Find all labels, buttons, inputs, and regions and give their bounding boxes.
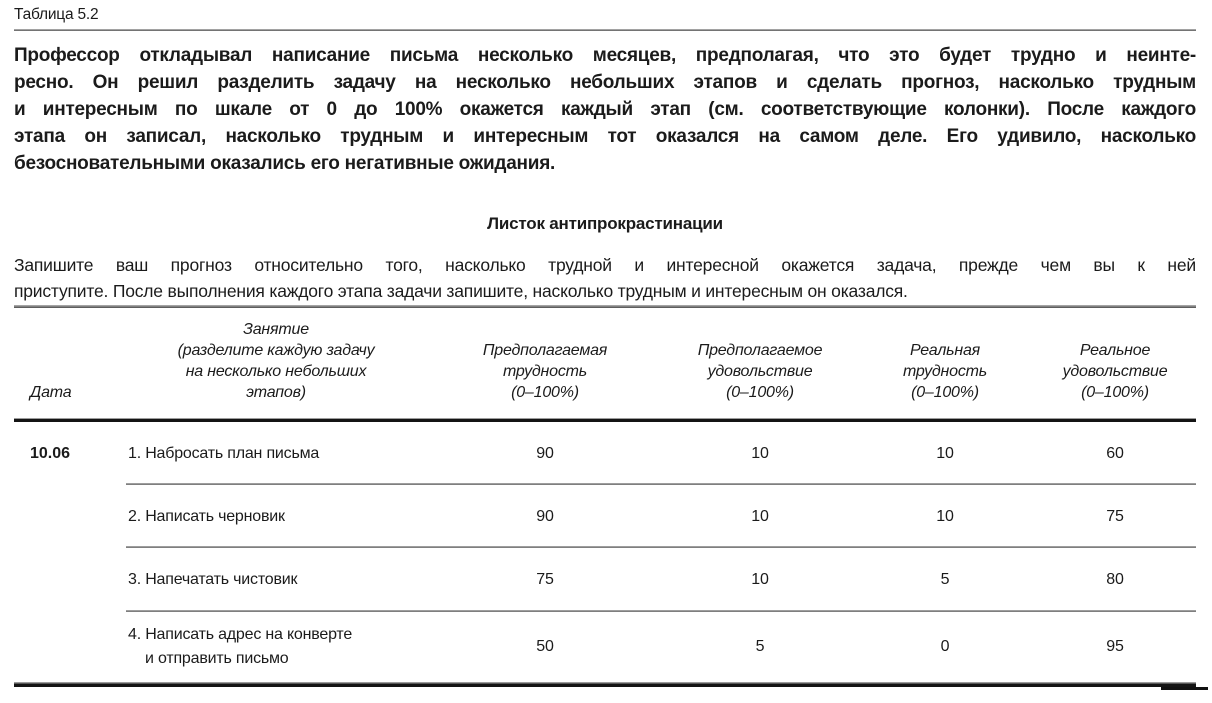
cell-actual-pleasure: 80	[1106, 571, 1124, 588]
cell-predicted-difficulty: 50	[536, 638, 554, 655]
table-row	[14, 612, 1196, 682]
cell-actual-pleasure: 60	[1106, 444, 1124, 462]
intro-paragraph	[14, 42, 1196, 177]
cell-task: 3. Напечатать чистовик	[128, 571, 298, 588]
intro-line: Профессор откладывал написание письма несколько месяцев, предполагая, что это будет трудно и неинте-	[14, 45, 1196, 66]
column-header-task: Занятие (разделите каждую задачу на несколько небольших этапов)	[177, 321, 375, 401]
intro-line: этапа он записал, насколько трудным и интересным тот оказался на самом деле. Его удивило, насколько	[14, 126, 1196, 147]
cell-actual-pleasure: 75	[1106, 507, 1124, 525]
cell-actual-difficulty: 10	[936, 444, 954, 462]
cell-predicted-pleasure: 5	[755, 638, 765, 655]
cell-predicted-pleasure: 10	[751, 507, 769, 525]
cell-actual-pleasure: 95	[1106, 638, 1124, 655]
cell-actual-difficulty: 10	[936, 507, 954, 525]
cell-date: 10.06	[30, 444, 71, 462]
table-bottom-rule	[14, 682, 1196, 687]
column-header-predicted-pleasure: Предполагаемое удовольствие (0–100%)	[697, 342, 823, 401]
column-header-actual-pleasure: Реальное удовольствие (0–100%)	[1062, 342, 1168, 401]
scan-corner-mark	[1161, 687, 1208, 690]
intro-line: ресно. Он решил разделить задачу на несколько небольших этапов и сделать прогноз, насколько трудным	[14, 72, 1196, 93]
sheet-title: Листок антипрокрастинации	[487, 214, 723, 233]
instructions-line: Запишите ваш прогноз относительно того, насколько трудной и интересной окажется задача, прежде чем вы к ней	[14, 255, 1196, 275]
table-body	[14, 422, 1196, 682]
intro-line: и интересным по шкале от 0 до 100% окажется каждый этап (см. соответствующие колонки). После каждого	[14, 99, 1196, 120]
table-row	[14, 485, 1196, 548]
table-row	[14, 548, 1196, 612]
cell-task: 1. Набросать план письма	[128, 444, 320, 462]
cell-task: 4. Написать адрес на конверте и отправить письмо	[128, 626, 353, 667]
cell-predicted-difficulty: 90	[536, 444, 554, 462]
caption-rule	[14, 29, 1196, 31]
cell-actual-difficulty: 5	[940, 571, 950, 588]
instructions-paragraph	[14, 252, 1196, 304]
cell-predicted-difficulty: 90	[536, 507, 554, 525]
antiprocrastination-table	[14, 305, 1196, 687]
column-header-date: Дата	[30, 384, 72, 401]
table-row	[14, 422, 1196, 485]
column-header-predicted-difficulty: Предполагаемая трудность (0–100%)	[482, 342, 608, 401]
cell-actual-difficulty: 0	[940, 638, 950, 655]
cell-predicted-pleasure: 10	[751, 571, 769, 588]
column-header-actual-difficulty: Реальная трудность (0–100%)	[902, 342, 987, 401]
table-caption: Таблица 5.2	[14, 6, 99, 23]
table-header-row	[14, 308, 1196, 418]
intro-line: безосновательными оказались его негативные ожидания.	[14, 153, 556, 174]
cell-predicted-difficulty: 75	[536, 571, 554, 588]
instructions-line: приступите. После выполнения каждого этапа задачи запишите, насколько трудным и интересным он оказался.	[14, 281, 908, 301]
cell-predicted-pleasure: 10	[751, 444, 769, 462]
cell-task: 2. Написать черновик	[128, 507, 285, 525]
